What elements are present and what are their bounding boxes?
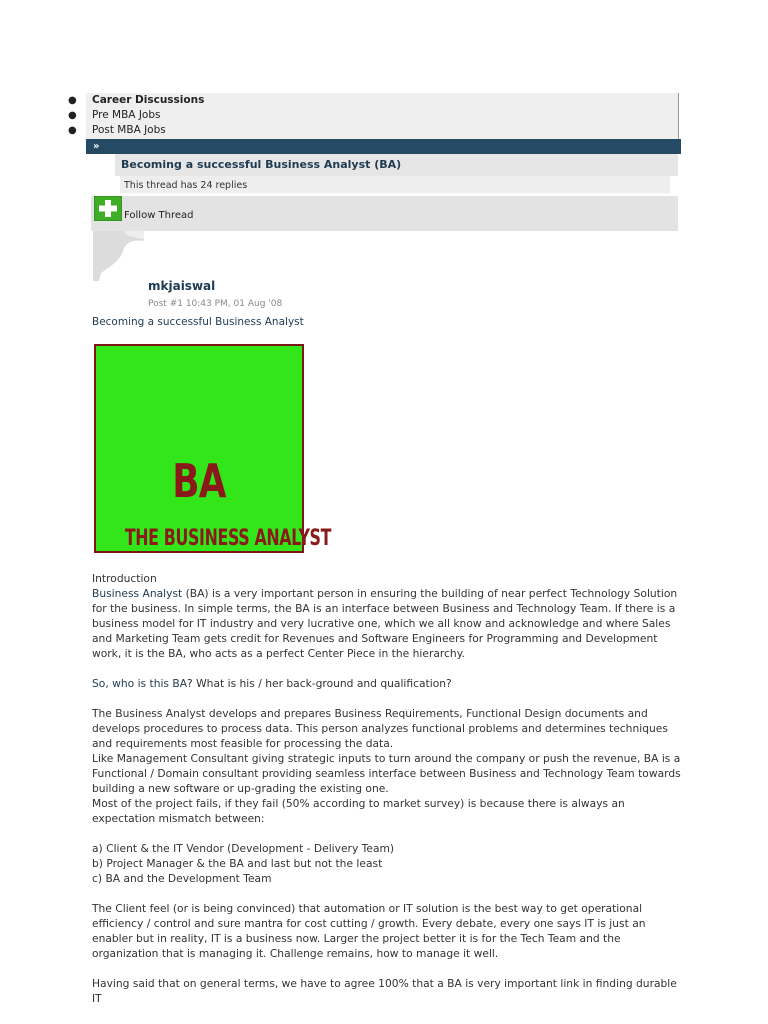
post-title: Becoming a successful Business Analyst (92, 316, 304, 328)
list-item: c) BA and the Development Team (92, 872, 272, 885)
image-big-text: BA (172, 454, 226, 508)
thread-nav-bar (86, 139, 681, 154)
avatar (93, 231, 144, 281)
bullet-icon: ● (68, 95, 77, 106)
business-analyst-link[interactable]: Business Analyst (92, 587, 183, 600)
list-item: a) Client & the IT Vendor (Development - Delivery Team) (92, 842, 395, 855)
paragraph-text: ? What is his / her back-ground and qualification? (187, 677, 452, 690)
who-is-ba-link[interactable]: So, who is this BA (92, 677, 188, 690)
paragraph-role (92, 706, 682, 826)
business-analyst-image (94, 344, 332, 553)
post-username[interactable]: mkjaiswal (148, 279, 216, 293)
nav-item-label: Post MBA Jobs (92, 124, 166, 136)
paragraph-client: The Client feel (or is being convinced) that automation or IT solution is the best way to get operational efficiency / control and sure mantra for cost cutting / growth. Every debate, every one says IT is just an enabler but in reality, IT is a business now. Larger the project better it is for the Tech Team and the organization that is managing it. Challenge remains, how to manage it well. (92, 902, 646, 960)
image-sub-text: THE BUSINESS ANALYST (124, 526, 332, 551)
list-item: b) Project Manager & the BA and last but not the least (92, 857, 383, 870)
mismatch-list (92, 841, 682, 886)
bullet-icon: ● (68, 110, 77, 121)
intro-heading: Introduction (92, 572, 157, 585)
paragraph-intro (92, 586, 682, 661)
nav-item-label: Pre MBA Jobs (92, 109, 161, 121)
bullet-icon: ● (68, 125, 77, 136)
paragraph-text: (BA) is a very important person in ensuring the building of near perfect Technology Solution for the business. In simple terms, the BA is an interface between Business and Technology Team. If there is a business model for IT industry and very lucrative one, which we all know and acknowledge and where Sales and Marketing Team gets credit for Revenues and Software Engineers for Programming and Development work, it is the BA, who acts as a perfect Center Piece in the hierarchy. (92, 587, 678, 660)
double-chevron-icon[interactable]: » (93, 141, 100, 152)
paragraph-text: The Business Analyst develops and prepares Business Requirements, Functional Design documents and develops procedures to process data. This person analyzes functional problems and determines techniques and requirements most feasible for processing the data. (92, 707, 668, 750)
thread-title: Becoming a successful Business Analyst (BA) (115, 154, 678, 176)
plus-icon[interactable] (94, 196, 122, 221)
follow-thread-button[interactable]: Follow Thread (124, 210, 194, 221)
paragraph-closing: Having said that on general terms, we have to agree 100% that a BA is very important link in finding durable IT (92, 977, 677, 1005)
breadcrumb-list (64, 93, 204, 138)
nav-item-career-discussions[interactable] (64, 93, 204, 108)
nav-item-pre-mba-jobs[interactable] (64, 108, 204, 123)
paragraph-question (92, 676, 682, 691)
nav-item-label: Career Discussions (92, 94, 205, 106)
paragraph-text: Most of the project fails, if they fail (50% according to market survey) is because there is always an expectation mismatch between: (92, 797, 625, 825)
post-meta: Post #1 10:43 PM, 01 Aug '08 (148, 299, 283, 309)
thread-reply-count: This thread has 24 replies (120, 176, 670, 193)
post-body (92, 571, 682, 1021)
paragraph-text: Like Management Consultant giving strategic inputs to turn around the company or push the revenue, BA is a Functional / Domain consultant providing seamless interface between Business and Technology Team towards building a new software or up-grading the existing one. (92, 752, 681, 795)
nav-item-post-mba-jobs[interactable] (64, 123, 204, 138)
